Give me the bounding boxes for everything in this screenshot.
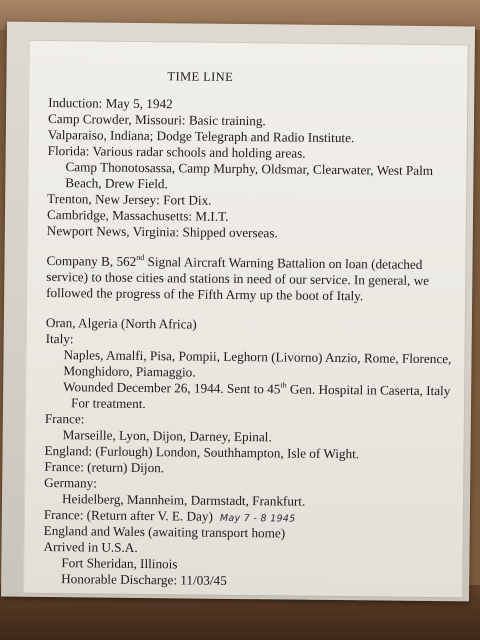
england-wales-line: England and Wales (awaiting transport home) (43, 522, 286, 541)
handwritten-date-note: May 7 - 8 1945 (219, 512, 296, 525)
italy-cities-line-2: Monghidoro, Piamaggio. (63, 363, 196, 380)
france-cities-line: Marseille, Lyon, Dijon, Darney, Epinal. (62, 427, 272, 445)
trenton-line: Trenton, New Jersey: Fort Dix. (47, 190, 212, 208)
italy-heading: Italy: (45, 330, 74, 347)
france-ve-day-text: France: (Return after V. E. Day) (43, 506, 213, 524)
germany-cities-line: Heidelberg, Mannheim, Darmstadt, Frankfurt. (61, 491, 306, 509)
ordinal-suffix: nd (136, 252, 145, 262)
valparaiso-line: Valparaiso, Indiana; Dodge Telegraph and Radio Institute. (47, 126, 355, 146)
backing-sheet (1, 22, 475, 602)
florida-line: Florida: Various radar schools and holding areas. (47, 142, 306, 161)
fort-sheridan-line: Fort Sheridan, Illinois (61, 555, 178, 572)
induction-line: Induction: May 5, 1942 (48, 95, 173, 112)
timeline-document (23, 40, 469, 599)
document-title: TIME LINE (167, 69, 234, 84)
italy-cities-line-1: Naples, Amalfi, Pisa, Pompii, Leghorn (Livorno) Anzio, Rome, Florence, (63, 347, 452, 367)
company-paragraph-line-2: service) to those cities and stations in need of our service. In general, we (46, 268, 430, 288)
arrived-line: Arrived in U.S.A. (43, 538, 138, 555)
camp-crowder-line: Camp Crowder, Missouri: Basic training. (47, 111, 266, 129)
france-return-line: France: (return) Dijon. (44, 458, 165, 476)
company-text: Company B, 562 (46, 252, 137, 269)
florida-camps-line-1: Camp Thonotosassa, Camp Murphy, Oldsmar, Clearwater, West Palm (65, 159, 434, 179)
discharge-line: Honorable Discharge: 11/03/45 (61, 571, 227, 588)
newport-line: Newport News, Virginia: Shipped overseas. (46, 222, 278, 241)
florida-camps-line-2: Beach, Drew Field. (65, 175, 168, 192)
oran-line: Oran, Algeria (North Africa) (45, 314, 197, 332)
cambridge-line: Cambridge, Massachusetts: M.I.T. (46, 206, 229, 224)
germany-heading: Germany: (44, 474, 98, 491)
england-line: England: (Furlough) London, Southhampton, Isle of Wight. (44, 442, 360, 462)
company-paragraph-line-3: followed the progress of the Fifth Army up the boot of Italy. (46, 284, 364, 304)
france-heading: France: (44, 410, 85, 427)
wounded-text: Wounded December 26, 1944. Sent to 45 (63, 379, 281, 397)
ordinal-suffix: th (280, 380, 287, 390)
wounded-line-2: For treatment. (70, 395, 146, 412)
battalion-text: Signal Aircraft Warning Battalion on loan (detached (144, 254, 423, 272)
hospital-text: Gen. Hospital in Caserta, Italy (286, 381, 451, 399)
